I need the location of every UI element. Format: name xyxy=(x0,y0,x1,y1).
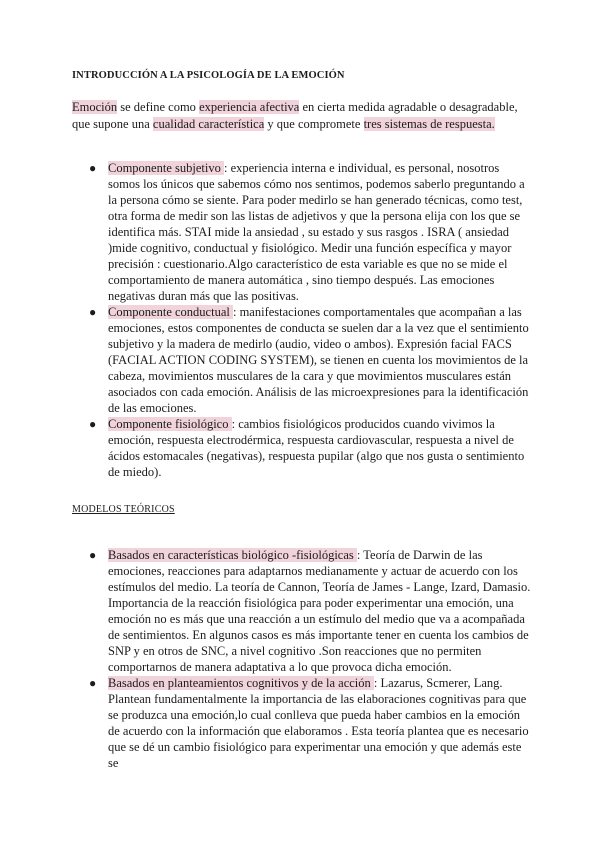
intro-term-cualidad: cualidad característica xyxy=(152,116,265,131)
document-title: INTRODUCCIÓN A LA PSICOLOGÍA DE LA EMOCIÓN xyxy=(72,70,345,81)
list-item-conductual xyxy=(72,304,532,416)
model-heading: Basados en características biológico -fisiológicas xyxy=(108,548,357,562)
section-title-modelos: MODELOS TEÓRICOS xyxy=(72,504,175,515)
list-item-biologicos xyxy=(72,547,532,675)
intro-text-2: en cierta medida agradable o desagradable, que supone una xyxy=(72,100,518,131)
intro-term-experiencia-afectiva: experiencia afectiva xyxy=(199,100,300,114)
bullet-icon: ● xyxy=(89,548,97,562)
component-heading: Componente subjetivo xyxy=(108,161,224,175)
intro-text-3: y que compromete xyxy=(264,116,364,131)
intro-text-1: se define como xyxy=(117,100,200,114)
intro-term-emocion: Emoción xyxy=(72,100,118,114)
list-item-subjetivo xyxy=(72,160,532,304)
intro-paragraph xyxy=(72,99,532,132)
list-item-cognitivos xyxy=(72,675,532,771)
component-heading: Componente conductual xyxy=(108,305,233,319)
intro-term-tres-sistemas: tres sistemas de respuesta. xyxy=(363,116,495,131)
model-body: : Teoría de Darwin de las emociones, reacciones para adaptarnos medianamente y actuar de acuerdo con los estímulos del medio. La teoría de Cannon, Teoría de James - Lange, Izard, Damasio. Importancia de la reacción fisiológica para poder experimentar una emoción, una emoción no es más que una reacción a un estímulo del medio que va a acompañada de sentimientos. En algunos casos es más importante tener en cuenta los cambios de SNP y en otros de SNC, a nivel cognitivo .Son reacciones que no permiten comportarnos de manera adaptativa a lo que provoca dicha emoción. xyxy=(108,548,531,674)
component-body: : manifestaciones comportamentales que acompañan a las emociones, estos componentes de conducta se suelen dar a la vez que el sentimiento subjetivo y la madera de medirlo (audio, video o ambos). Expresión facial FACS (FACIAL ACTION CODING SYSTEM), se tienen en cuenta los movimientos de la cabeza, movimientos musculares de la cara y que movimientos musculares están asociados con cada emoción. Análisis de las microexpresiones para la identificación de las emociones. xyxy=(108,305,529,415)
models-list xyxy=(72,547,532,771)
bullet-icon: ● xyxy=(89,417,97,431)
model-heading: Basados en planteamientos cognitivos y de la acción xyxy=(108,676,374,690)
component-body: : cambios fisiológicos producidos cuando vivimos la emoción, respuesta electrodérmica, respuesta cardiovascular, respuesta a nivel de ácidos estomacales (negativas), respuesta pupilar (algo que nos gusta o sentimiento de miedo). xyxy=(108,417,525,479)
bullet-icon: ● xyxy=(89,161,97,175)
list-item-fisiologico xyxy=(72,416,532,480)
model-body: : Lazarus, Scmerer, Lang. Plantean fundamentalmente la importancia de las elaboraciones cognitivas para que se produzca una emoción,lo cual conlleva que pueda haber cambios en la emoción de acuerdo con la información que elaboramos . Esta teoría plantea que es necesario que se dé un cambio fisiológico para experimentar una emoción y que además este se xyxy=(108,676,529,770)
bullet-icon: ● xyxy=(89,676,97,690)
bullet-icon: ● xyxy=(89,305,97,319)
components-list xyxy=(72,160,532,480)
component-heading: Componente fisiológico xyxy=(108,417,232,431)
component-body: : experiencia interna e individual, es personal, nosotros somos los únicos que sabemos cómo nos sentimos, podemos saberlo preguntando a la persona cómo se siente. Para poder medirlo se han generado técnicas, como test, otra forma de medir son las listas de adjetivos y que la persona elija con los que se identifica más. STAI mide la ansiedad , su estado y sus rasgos . ISRA ( ansiedad )mide cognitivo, conductual y fisiológico. Medir una función específica y mayor precisión : cuestionario.Algo característico de esta variable es que no se mide el comportamiento de manera automática , sino tiempo después. Las emociones negativas duran más que las positivas. xyxy=(108,161,525,303)
